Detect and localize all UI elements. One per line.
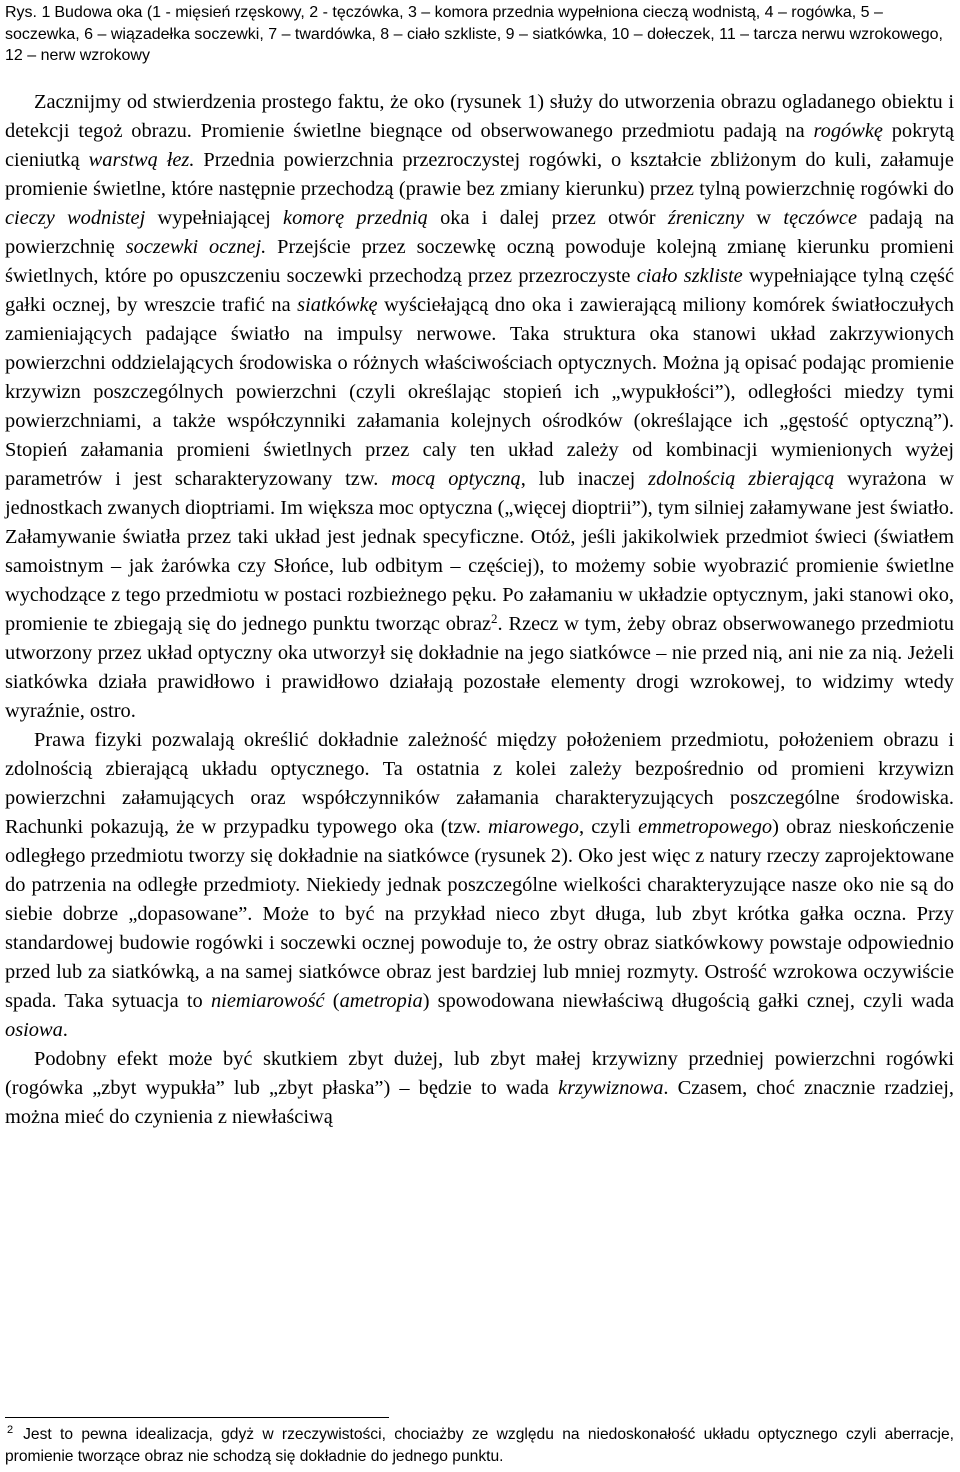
footnote-mark: 2 — [7, 1424, 14, 1436]
text-run: wyściełającą dno oka i zawierającą miliony komórek światłoczułych zamieniających padające światło na impulsy nerwowe. Taka struktura oka stanowi układ zakrzywionych powierzchni oddzielających środowiska o różnych właściwościach optycznych. Można ją opisać podając promienie krzywizn poszczególnych powierzchni (czyli określając stopień ich „wypukłości”), odległości miedzy tymi powierzchniami, a także współczynniki załamania kolejnych ośrodków (określające ich „gęstość optyczną”). Stopień załamania promieni świetlnych przez caly ten układ zależy od kombinacji wymienionych wyżej parametrów i jest scharakteryzowany tzw. — [5, 293, 954, 490]
text-run: ) spowodowana niewłaściwą długością gałki cznej, czyli wada — [422, 989, 954, 1012]
paragraph-3 — [5, 1045, 954, 1132]
text-run: wypełniające tylną część gałki ocznej, by wreszcie trafić na — [5, 264, 954, 316]
figure-caption — [5, 0, 954, 67]
italic-term: rogówkę — [813, 119, 883, 142]
text-run: . Rzecz w tym, żeby obraz obserwowanego przedmiotu utworzony przez układ optyczny oka utworzył się dokładnie na jego siatkówce – nie przed nią, ani nie za nią. Jeżeli siatkówka działa prawidłowo i prawidłowo działają pozostałe elementy drogi wzrokowej, to widzimy wtedy wyraźnie, ostro. — [5, 612, 954, 722]
text-run: Zacznijmy od stwierdzenia prostego faktu, że oko (rysunek 1) służy do utworzenia obrazu ogladanego obiektu i detekcji tegoż obrazu. Promienie świetlne biegnące od obserwowanego przedmiotu padają na — [5, 90, 954, 142]
italic-term: soczewki ocznej. — [125, 235, 267, 258]
text-run: ( — [324, 989, 340, 1012]
text-run: w — [744, 206, 784, 229]
italic-term: ametropia — [339, 989, 423, 1012]
italic-term: tęczówce — [783, 206, 858, 229]
figure-label: Rys. 1 — [5, 4, 51, 21]
text-run: ) obraz nieskończenie odległego przedmiotu tworzy się dokładnie na siatkówce (rysunek 2). Oko jest więc z natury rzeczy zaprojektowane do patrzenia na odległe przedmioty. Niekiedy jednak poszczególne wielkości charakteryzujące nasze oko nie są do siebie dobrze „dopasowane”. Może to być na przykład nieco zbyt długa, lub zbyt krótka gałka oczna. Przy standardowej budowie rogówki i soczewki ocznej powoduje to, że ostry obraz siatkówkowy powstaje odpowiednio przed lub za siatkówką, a na samej siatkówce obraz jest bardziej lub mniej rozmyty. Ostrość wzrokowa oczywiście spada. Taka sytuacja to — [5, 815, 955, 1012]
italic-term: niemiarowość — [210, 989, 325, 1012]
text-run: Przednia powierzchnia przezroczystej rogówki, o kształcie zbliżonym do kuli, załamuje promienie świetlne, które następnie przechodzą (prawie bez zmiany kierunku) przez tylną powierzchnię rogówki do — [5, 148, 954, 200]
italic-term: warstwą łez. — [88, 148, 195, 171]
footnote-divider — [5, 1417, 389, 1418]
italic-term: mocą optyczną — [391, 467, 521, 490]
footnote-reference: 2 — [491, 610, 498, 626]
italic-term: ciało szkliste — [636, 264, 743, 287]
footnote-text: Jest to pewna idealizacja, gdyż w rzeczywistości, chociażby ze względu na niedoskonałość układu optycznego czyli aberracje, promienie tworzące obraz nie schodzą się dokładnie do jednego punktu. — [5, 1426, 954, 1465]
italic-term: cieczy wodnistej — [5, 206, 146, 229]
paragraph-2 — [5, 726, 954, 1045]
text-run: wypełniającej — [145, 206, 284, 229]
text-run: Prawa fizyki pozwalają określić dokładnie zależność między położeniem przedmiotu, położeniem obrazu i zdolnością zbierającą układu optycznego. Ta ostatnia z kolei zależy bezpośrednio od promieni krzywizn powierzchni załamujących oraz współczynników załamania charakteryzujących poszczególne środowiska. Rachunki pokazują, że w przypadku typowego oka (tzw. — [5, 728, 954, 838]
text-run: Przejście przez soczewkę oczną powoduje kolejną zmianę kierunku promieni świetlnych, które po opuszczeniu soczewki przechodzą przez przezroczyste — [5, 235, 954, 287]
text-run: , czyli — [578, 815, 639, 838]
text-run: wyrażona w jednostkach zwanych dioptriami. Im większa moc optyczna („więcej dioptrii”), tym silniej załamywane jest światło. Załamywanie światła przez taki układ jest jednak specyficzne. Otóż, jeśli jakikolwiek przedmiot świeci (światłem samoistnym – jak żarówka czy Słońce, lub odbitym – częściej), to możemy sobie wyobrazić promienie świetlne wychodzące z tego przedmiotu w postaci rozbieżnego pęku. Po załamaniu w układzie optycznym, jaki stanowi oko, promienie te zbiegają się do jednego punktu tworząc obraz — [5, 467, 954, 635]
footnote — [5, 1424, 954, 1467]
italic-term: osiowa — [5, 1018, 63, 1041]
italic-term: zdolnością zbierającą — [648, 467, 835, 490]
paragraph-1 — [5, 88, 954, 726]
text-run: padają na powierzchnię — [5, 206, 955, 258]
text-run: . — [62, 1018, 68, 1041]
text-run: . Czasem, choć znacznie rzadziej, można mieć do czynienia z niewłaściwą — [5, 1076, 954, 1128]
italic-term: emmetropowego — [638, 815, 773, 838]
italic-term: komorę przednią — [283, 206, 428, 229]
text-run: oka i dalej przez otwór — [427, 206, 668, 229]
italic-term: krzywiznowa — [558, 1076, 664, 1099]
text-run: pokrytą cieniutką — [5, 119, 955, 171]
italic-term: źreniczny — [667, 206, 745, 229]
figure-caption-text: Budowa oka (1 - mięsień rzęskowy, 2 - tęczówka, 3 – komora przednia wypełniona cieczą wodnistą, 4 – rogówka, 5 – soczewka, 6 – wiązadełka soczewki, 7 – twardówka, 8 – ciało szkliste, 9 – siatkówka, 10 – dołeczek, 11 – tarcza nerwu wzrokowego, 12 – nerw wzrokowy — [5, 4, 943, 64]
italic-term: siatkówkę — [297, 293, 378, 316]
text-run: Podobny efekt może być skutkiem zbyt dużej, lub zbyt małej krzywizny przedniej powierzchni rogówki (rogówka „zbyt wypukła” lub „zbyt płaska”) – będzie to wada — [5, 1047, 954, 1099]
text-run: , lub inaczej — [520, 467, 649, 490]
italic-term: miarowego — [487, 815, 579, 838]
